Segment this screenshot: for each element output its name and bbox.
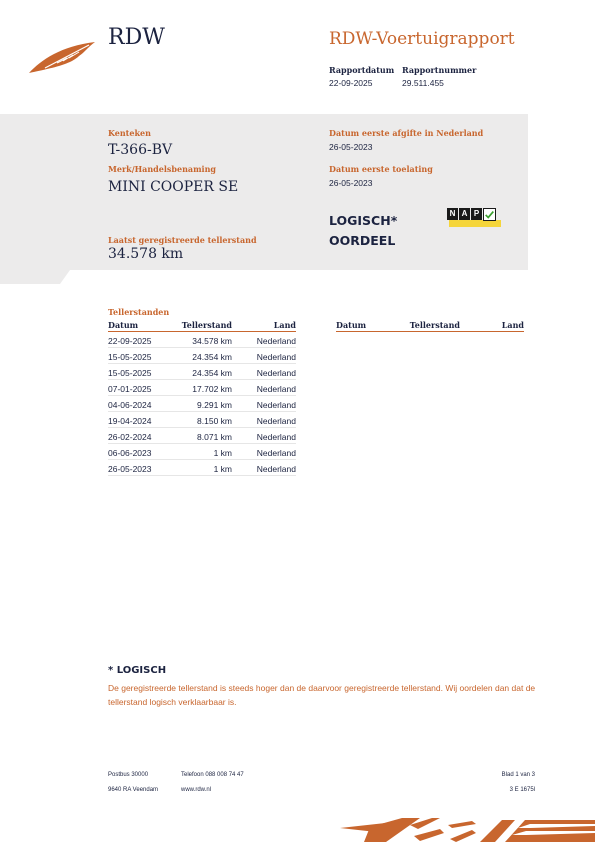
table-row <box>108 396 296 412</box>
cell-date: 22-09-2025 <box>108 336 152 346</box>
cell-odometer: 9.291 km <box>197 400 232 410</box>
verdict-line2: OORDEEL <box>329 233 396 248</box>
cell-country: Nederland <box>256 416 296 426</box>
band-cutout <box>0 270 528 284</box>
plate-label: Kenteken <box>108 128 151 138</box>
cell-country: Nederland <box>256 336 296 346</box>
nap-letter-a: A <box>459 208 470 220</box>
footer-website[interactable]: www.rdw.nl <box>181 787 212 793</box>
cell-odometer: 24.354 km <box>192 368 232 378</box>
table-header <box>108 320 296 332</box>
table-row <box>108 348 296 364</box>
header-country: Land <box>273 320 296 330</box>
cell-country: Nederland <box>256 400 296 410</box>
verdict <box>329 211 397 251</box>
cell-date: 06-06-2023 <box>108 448 152 458</box>
cell-odometer: 34.578 km <box>192 336 232 346</box>
cell-date: 15-05-2025 <box>108 368 152 378</box>
cell-country: Nederland <box>256 448 296 458</box>
first-issue-label: Datum eerste afgifte in Nederland <box>329 128 484 138</box>
cell-date: 26-05-2023 <box>108 464 152 474</box>
vehicle-summary-band <box>0 114 528 284</box>
header-country: Land <box>501 320 524 330</box>
note-title: * LOGISCH <box>108 665 167 676</box>
footer-document-code: 3 E 1675l <box>509 787 535 793</box>
cell-odometer: 8.071 km <box>197 432 232 442</box>
report-date-label: Rapportdatum <box>329 65 395 75</box>
cell-date: 19-04-2024 <box>108 416 152 426</box>
decorative-stripes <box>340 815 595 842</box>
first-admission-value: 26-05-2023 <box>329 178 373 188</box>
nap-logo <box>447 208 501 230</box>
cell-country: Nederland <box>256 384 296 394</box>
table-row <box>108 380 296 396</box>
readings-table-left <box>108 320 296 476</box>
odometer-label: Laatst geregistreerde tellerstand <box>108 235 257 245</box>
verdict-line1: LOGISCH* <box>329 213 398 228</box>
table-row <box>108 460 296 476</box>
table-row <box>108 412 296 428</box>
footer-address-line2: 9640 RA Veendam <box>108 787 159 793</box>
cell-country: Nederland <box>256 352 296 362</box>
check-icon <box>483 208 496 221</box>
make-value: MINI COOPER SE <box>108 179 239 195</box>
footer-phone: Telefoon 088 008 74 47 <box>181 772 244 778</box>
header-odometer: Tellerstand <box>409 320 460 330</box>
readings-table-right <box>336 320 524 332</box>
cell-odometer: 8.150 km <box>197 416 232 426</box>
make-label: Merk/Handelsbenaming <box>108 164 217 174</box>
cell-odometer: 17.702 km <box>192 384 232 394</box>
footer-address-line1: Postbus 30000 <box>108 772 149 778</box>
table-header <box>336 320 524 332</box>
header-date: Datum <box>108 320 139 330</box>
cell-odometer: 1 km <box>213 448 232 458</box>
footer-page-number: Blad 1 van 3 <box>501 772 535 778</box>
cell-country: Nederland <box>256 368 296 378</box>
header-date: Datum <box>336 320 367 330</box>
header-odometer: Tellerstand <box>181 320 232 330</box>
odometer-value: 34.578 km <box>108 246 184 262</box>
table-row <box>108 444 296 460</box>
cell-date: 07-01-2025 <box>108 384 152 394</box>
cell-odometer: 24.354 km <box>192 352 232 362</box>
cell-country: Nederland <box>256 464 296 474</box>
cell-country: Nederland <box>256 432 296 442</box>
nap-underline <box>449 220 501 227</box>
cell-date: 04-06-2024 <box>108 400 152 410</box>
table-row <box>108 332 296 348</box>
report-title: RDW-Voertuigrapport <box>329 29 515 49</box>
table-row <box>108 364 296 380</box>
report-number-value: 29.511.455 <box>402 78 444 88</box>
brand-name: RDW <box>108 25 165 50</box>
nap-letter-p: P <box>471 208 482 220</box>
feather-icon <box>27 36 97 76</box>
nap-letter-n: N <box>447 208 458 220</box>
cell-date: 26-02-2024 <box>108 432 152 442</box>
note-text: De geregistreerde tellerstand is steeds hoger dan de daarvoor geregistreerde tellerstand. Wij oordelen dan dat de tellerstand logisch verklaarbaar is. <box>108 683 536 707</box>
plate-value: T-366-BV <box>108 142 173 158</box>
first-admission-label: Datum eerste toelating <box>329 164 433 174</box>
report-date-value: 22-09-2025 <box>329 78 373 88</box>
readings-title: Tellerstanden <box>108 307 170 317</box>
cell-odometer: 1 km <box>213 464 232 474</box>
first-issue-value: 26-05-2023 <box>329 142 373 152</box>
report-number-label: Rapportnummer <box>402 65 477 75</box>
cell-date: 15-05-2025 <box>108 352 152 362</box>
table-row <box>108 428 296 444</box>
